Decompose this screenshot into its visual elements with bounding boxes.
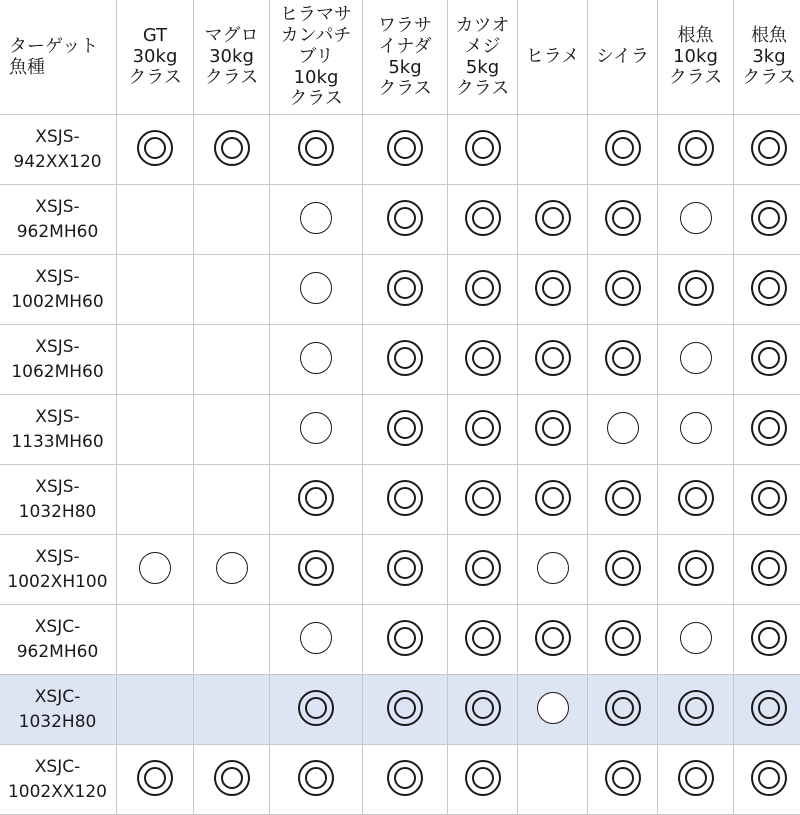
double-circle-icon xyxy=(751,760,787,796)
double-circle-icon xyxy=(751,340,787,376)
double-circle-icon xyxy=(387,130,423,166)
model-name-line: XSJS- xyxy=(0,265,116,290)
double-circle-icon xyxy=(387,340,423,376)
circle-icon xyxy=(139,552,171,584)
rating-cell xyxy=(588,465,658,535)
double-circle-icon xyxy=(387,410,423,446)
rating-cell xyxy=(117,115,194,185)
double-circle-icon xyxy=(678,760,714,796)
rating-cell xyxy=(734,465,800,535)
double-circle-icon xyxy=(751,410,787,446)
double-circle-icon xyxy=(751,620,787,656)
circle-icon xyxy=(680,412,712,444)
rating-cell xyxy=(588,395,658,465)
rating-cell xyxy=(518,605,588,675)
double-circle-icon xyxy=(605,200,641,236)
double-circle-icon xyxy=(298,480,334,516)
circle-icon xyxy=(680,622,712,654)
model-name-cell xyxy=(0,745,117,815)
header-row xyxy=(0,0,800,115)
double-circle-icon xyxy=(678,130,714,166)
rating-cell xyxy=(588,115,658,185)
double-circle-icon xyxy=(605,340,641,376)
double-circle-icon xyxy=(605,130,641,166)
double-circle-icon xyxy=(387,550,423,586)
rating-cell xyxy=(734,395,800,465)
rating-cell xyxy=(518,395,588,465)
double-circle-icon xyxy=(751,550,787,586)
rating-cell xyxy=(518,255,588,325)
column-header-line: クラス xyxy=(734,67,800,88)
column-header xyxy=(117,0,194,115)
corner-header xyxy=(0,0,117,115)
rating-cell xyxy=(117,675,194,745)
column-header xyxy=(363,0,448,115)
rating-cell xyxy=(658,395,734,465)
rating-cell xyxy=(270,535,363,605)
rating-cell xyxy=(270,395,363,465)
rating-cell xyxy=(658,115,734,185)
model-name-line: 1062MH60 xyxy=(0,360,116,385)
circle-icon xyxy=(300,202,332,234)
column-header-line: イナダ xyxy=(363,36,447,57)
rating-cell xyxy=(658,605,734,675)
rating-cell xyxy=(588,535,658,605)
rating-cell xyxy=(658,325,734,395)
rating-cell xyxy=(363,605,448,675)
table-row xyxy=(0,325,800,395)
table-row xyxy=(0,675,800,745)
double-circle-icon xyxy=(751,480,787,516)
rating-cell xyxy=(734,535,800,605)
rating-cell xyxy=(270,115,363,185)
double-circle-icon xyxy=(751,690,787,726)
table-row xyxy=(0,605,800,675)
rating-cell xyxy=(734,325,800,395)
model-name-line: 962MH60 xyxy=(0,220,116,245)
rating-cell xyxy=(363,535,448,605)
double-circle-icon xyxy=(751,270,787,306)
table-row xyxy=(0,535,800,605)
rating-cell xyxy=(194,325,270,395)
rating-cell xyxy=(658,675,734,745)
column-header-line: マグロ xyxy=(194,25,269,46)
rating-cell xyxy=(518,745,588,815)
corner-line: 魚種 xyxy=(9,57,116,78)
column-header-line: 30kg xyxy=(194,46,269,67)
rating-cell xyxy=(270,675,363,745)
model-name-line: 942XX120 xyxy=(0,150,116,175)
double-circle-icon xyxy=(535,410,571,446)
double-circle-icon xyxy=(465,480,501,516)
rating-cell xyxy=(194,395,270,465)
rating-cell xyxy=(734,605,800,675)
rating-cell xyxy=(363,675,448,745)
double-circle-icon xyxy=(465,550,501,586)
rating-cell xyxy=(117,325,194,395)
rating-cell xyxy=(270,185,363,255)
double-circle-icon xyxy=(605,550,641,586)
double-circle-icon xyxy=(214,130,250,166)
column-header xyxy=(518,0,588,115)
double-circle-icon xyxy=(137,760,173,796)
double-circle-icon xyxy=(678,480,714,516)
column-header-line: カツオ xyxy=(448,15,517,36)
column-header-line: GT xyxy=(117,25,193,46)
column-header-line: クラス xyxy=(194,67,269,88)
column-header-line: クラス xyxy=(270,88,362,109)
rating-cell xyxy=(518,325,588,395)
model-name-line: 1032H80 xyxy=(0,710,116,735)
model-name-cell xyxy=(0,185,117,255)
rating-cell xyxy=(363,255,448,325)
rating-cell xyxy=(448,255,518,325)
column-header-line: 根魚 xyxy=(734,25,800,46)
rating-cell xyxy=(117,255,194,325)
column-header xyxy=(194,0,270,115)
rating-cell xyxy=(117,535,194,605)
model-name-cell xyxy=(0,115,117,185)
rating-cell xyxy=(448,535,518,605)
column-header-line: 10kg xyxy=(270,67,362,88)
double-circle-icon xyxy=(605,480,641,516)
model-name-cell xyxy=(0,395,117,465)
double-circle-icon xyxy=(535,340,571,376)
column-header-line: 5kg xyxy=(448,57,517,78)
rating-cell xyxy=(363,115,448,185)
rating-cell xyxy=(588,745,658,815)
rating-cell xyxy=(448,395,518,465)
double-circle-icon xyxy=(298,550,334,586)
column-header xyxy=(734,0,800,115)
double-circle-icon xyxy=(465,340,501,376)
rating-cell xyxy=(448,115,518,185)
rating-cell xyxy=(448,325,518,395)
column-header xyxy=(270,0,363,115)
model-name-cell xyxy=(0,535,117,605)
column-header-line: ヒラマサ xyxy=(270,4,362,25)
double-circle-icon xyxy=(535,200,571,236)
model-name-line: 1002XH100 xyxy=(0,570,116,595)
rating-cell xyxy=(734,745,800,815)
rating-cell xyxy=(270,255,363,325)
circle-icon xyxy=(680,342,712,374)
column-header-line: クラス xyxy=(117,67,193,88)
rating-cell xyxy=(518,465,588,535)
rating-cell xyxy=(658,745,734,815)
model-name-cell xyxy=(0,325,117,395)
double-circle-icon xyxy=(678,270,714,306)
table-row xyxy=(0,395,800,465)
model-name-line: XSJS- xyxy=(0,405,116,430)
rating-cell xyxy=(363,395,448,465)
double-circle-icon xyxy=(605,620,641,656)
rating-cell xyxy=(448,605,518,675)
model-name-line: XSJC- xyxy=(0,755,116,780)
model-name-line: XSJS- xyxy=(0,545,116,570)
column-header xyxy=(658,0,734,115)
rating-cell xyxy=(518,115,588,185)
double-circle-icon xyxy=(387,200,423,236)
rating-cell xyxy=(518,675,588,745)
model-name-line: XSJS- xyxy=(0,335,116,360)
circle-icon xyxy=(537,692,569,724)
column-header-line: 根魚 xyxy=(658,25,733,46)
model-name-cell xyxy=(0,675,117,745)
double-circle-icon xyxy=(465,130,501,166)
model-name-cell xyxy=(0,255,117,325)
circle-icon xyxy=(216,552,248,584)
model-name-line: XSJC- xyxy=(0,685,116,710)
model-name-line: 962MH60 xyxy=(0,640,116,665)
table-row xyxy=(0,255,800,325)
double-circle-icon xyxy=(605,270,641,306)
double-circle-icon xyxy=(465,410,501,446)
column-header-line: シイラ xyxy=(588,46,657,67)
double-circle-icon xyxy=(535,620,571,656)
model-name-line: 1002XX120 xyxy=(0,780,116,805)
rating-cell xyxy=(117,745,194,815)
model-name-cell xyxy=(0,605,117,675)
column-header-line: 30kg xyxy=(117,46,193,67)
rating-cell xyxy=(363,465,448,535)
double-circle-icon xyxy=(387,690,423,726)
rating-cell xyxy=(270,465,363,535)
rating-cell xyxy=(270,605,363,675)
circle-icon xyxy=(607,412,639,444)
rating-cell xyxy=(363,325,448,395)
double-circle-icon xyxy=(751,130,787,166)
rating-cell xyxy=(658,465,734,535)
rating-cell xyxy=(448,675,518,745)
rating-cell xyxy=(658,535,734,605)
model-name-cell xyxy=(0,465,117,535)
double-circle-icon xyxy=(535,480,571,516)
rating-cell xyxy=(658,255,734,325)
double-circle-icon xyxy=(751,200,787,236)
rating-cell xyxy=(734,115,800,185)
rating-cell xyxy=(117,395,194,465)
column-header xyxy=(588,0,658,115)
column-header-line: 3kg xyxy=(734,46,800,67)
double-circle-icon xyxy=(678,690,714,726)
double-circle-icon xyxy=(298,760,334,796)
column-header-line: 10kg xyxy=(658,46,733,67)
circle-icon xyxy=(300,342,332,374)
double-circle-icon xyxy=(605,690,641,726)
model-name-line: XSJC- xyxy=(0,615,116,640)
rating-cell xyxy=(448,185,518,255)
double-circle-icon xyxy=(387,760,423,796)
column-header-line: ワラサ xyxy=(363,15,447,36)
double-circle-icon xyxy=(465,270,501,306)
rating-cell xyxy=(194,745,270,815)
rating-cell xyxy=(194,535,270,605)
circle-icon xyxy=(300,412,332,444)
column-header xyxy=(448,0,518,115)
double-circle-icon xyxy=(387,480,423,516)
model-name-line: XSJS- xyxy=(0,475,116,500)
double-circle-icon xyxy=(465,620,501,656)
double-circle-icon xyxy=(465,690,501,726)
rating-cell xyxy=(734,185,800,255)
model-name-line: XSJS- xyxy=(0,195,116,220)
rating-cell xyxy=(588,255,658,325)
corner-line: ターゲット xyxy=(9,36,116,57)
double-circle-icon xyxy=(298,690,334,726)
rating-cell xyxy=(117,465,194,535)
double-circle-icon xyxy=(298,130,334,166)
double-circle-icon xyxy=(214,760,250,796)
circle-icon xyxy=(300,622,332,654)
table-body xyxy=(0,115,800,815)
model-name-line: 1032H80 xyxy=(0,500,116,525)
rating-cell xyxy=(448,745,518,815)
table-row xyxy=(0,185,800,255)
rating-cell xyxy=(194,675,270,745)
rating-cell xyxy=(363,745,448,815)
column-header-line: クラス xyxy=(448,78,517,99)
circle-icon xyxy=(680,202,712,234)
model-name-line: 1133MH60 xyxy=(0,430,116,455)
rating-cell xyxy=(194,605,270,675)
double-circle-icon xyxy=(387,620,423,656)
table-row xyxy=(0,465,800,535)
rating-cell xyxy=(734,675,800,745)
rating-cell xyxy=(117,185,194,255)
double-circle-icon xyxy=(678,550,714,586)
circle-icon xyxy=(300,272,332,304)
model-name-line: XSJS- xyxy=(0,125,116,150)
rating-cell xyxy=(117,605,194,675)
rating-cell xyxy=(194,185,270,255)
column-header-line: 5kg xyxy=(363,57,447,78)
rating-cell xyxy=(588,675,658,745)
rating-cell xyxy=(588,605,658,675)
double-circle-icon xyxy=(465,760,501,796)
rating-cell xyxy=(194,465,270,535)
double-circle-icon xyxy=(605,760,641,796)
rating-cell xyxy=(194,255,270,325)
table-row xyxy=(0,115,800,185)
circle-icon xyxy=(537,552,569,584)
rating-cell xyxy=(734,255,800,325)
rating-cell xyxy=(588,325,658,395)
column-header-line: クラス xyxy=(658,67,733,88)
rating-cell xyxy=(194,115,270,185)
rating-cell xyxy=(518,185,588,255)
model-name-line: 1002MH60 xyxy=(0,290,116,315)
table-row xyxy=(0,745,800,815)
column-header-line: メジ xyxy=(448,36,517,57)
column-header-line: カンパチ xyxy=(270,25,362,46)
double-circle-icon xyxy=(465,200,501,236)
rating-cell xyxy=(588,185,658,255)
column-header-line: ブリ xyxy=(270,46,362,67)
rating-cell xyxy=(658,185,734,255)
rating-cell xyxy=(270,745,363,815)
double-circle-icon xyxy=(137,130,173,166)
rating-cell xyxy=(448,465,518,535)
rating-cell xyxy=(270,325,363,395)
column-header-line: ヒラメ xyxy=(518,46,587,67)
rating-cell xyxy=(518,535,588,605)
rating-cell xyxy=(363,185,448,255)
column-header-line: クラス xyxy=(363,78,447,99)
double-circle-icon xyxy=(387,270,423,306)
double-circle-icon xyxy=(535,270,571,306)
